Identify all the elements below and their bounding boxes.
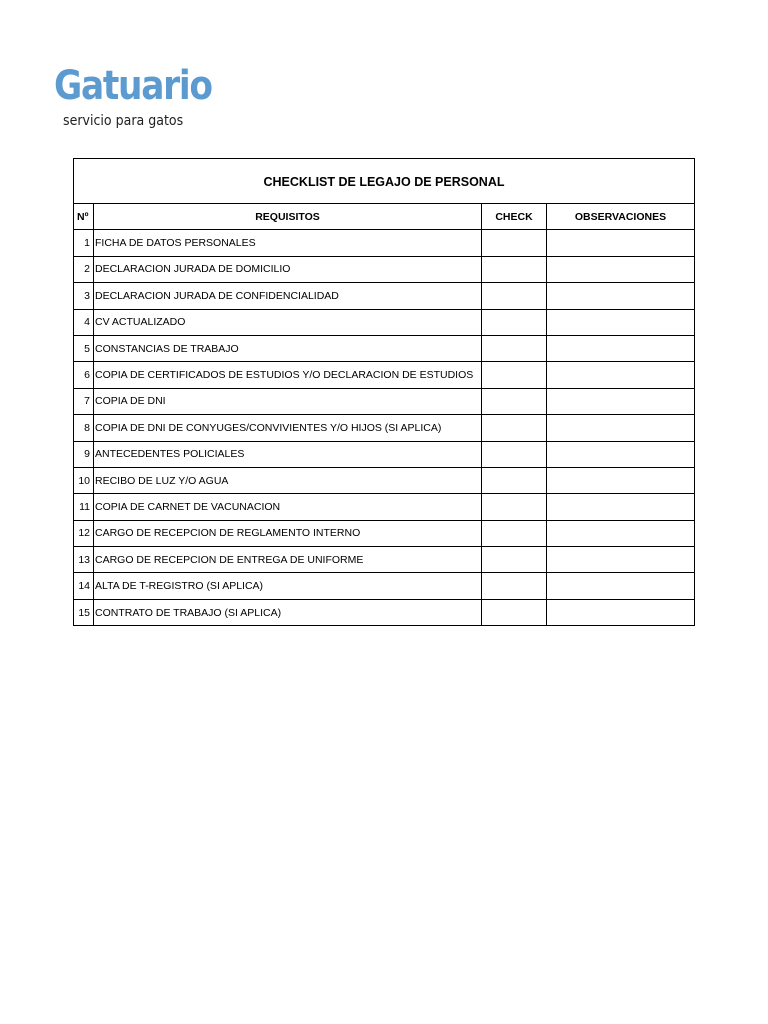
row-number: 11 [74, 494, 94, 520]
row-number: 1 [74, 230, 94, 256]
title-row [74, 159, 695, 204]
row-check-cell[interactable] [482, 256, 547, 282]
row-observaciones-cell[interactable] [547, 573, 695, 599]
row-check-cell[interactable] [482, 441, 547, 467]
row-number: 9 [74, 441, 94, 467]
brand-name: Gatuario [54, 63, 212, 109]
row-observaciones-cell[interactable] [547, 547, 695, 573]
row-requisito: FICHA DE DATOS PERSONALES [94, 230, 482, 256]
table-row [74, 230, 695, 256]
row-requisito: CONTRATO DE TRABAJO (SI APLICA) [94, 599, 482, 625]
row-observaciones-cell[interactable] [547, 388, 695, 414]
column-header-observaciones: OBSERVACIONES [547, 204, 695, 230]
row-check-cell[interactable] [482, 335, 547, 361]
row-check-cell[interactable] [482, 283, 547, 309]
row-number: 13 [74, 547, 94, 573]
row-observaciones-cell[interactable] [547, 256, 695, 282]
row-number: 4 [74, 309, 94, 335]
row-check-cell[interactable] [482, 573, 547, 599]
row-requisito: CONSTANCIAS DE TRABAJO [94, 335, 482, 361]
row-requisito: COPIA DE CERTIFICADOS DE ESTUDIOS Y/O DECLARACION DE ESTUDIOS [94, 362, 482, 388]
table-row [74, 599, 695, 625]
row-observaciones-cell[interactable] [547, 362, 695, 388]
header-row [74, 204, 695, 230]
table-row [74, 256, 695, 282]
row-requisito: COPIA DE DNI DE CONYUGES/CONVIVIENTES Y/O HIJOS (SI APLICA) [94, 415, 482, 441]
row-check-cell[interactable] [482, 494, 547, 520]
row-number: 10 [74, 467, 94, 493]
row-check-cell[interactable] [482, 467, 547, 493]
table-row [74, 309, 695, 335]
row-observaciones-cell[interactable] [547, 494, 695, 520]
row-number: 5 [74, 335, 94, 361]
table-row [74, 467, 695, 493]
row-number: 14 [74, 573, 94, 599]
table-row [74, 573, 695, 599]
row-observaciones-cell[interactable] [547, 520, 695, 546]
row-requisito: DECLARACION JURADA DE CONFIDENCIALIDAD [94, 283, 482, 309]
table-row [74, 547, 695, 573]
table-row [74, 520, 695, 546]
row-number: 6 [74, 362, 94, 388]
row-requisito: ALTA DE T-REGISTRO (SI APLICA) [94, 573, 482, 599]
table-row [74, 441, 695, 467]
row-check-cell[interactable] [482, 547, 547, 573]
row-check-cell[interactable] [482, 230, 547, 256]
row-requisito: DECLARACION JURADA DE DOMICILIO [94, 256, 482, 282]
row-requisito: CARGO DE RECEPCION DE ENTREGA DE UNIFORME [94, 547, 482, 573]
row-check-cell[interactable] [482, 362, 547, 388]
row-requisito: COPIA DE CARNET DE VACUNACION [94, 494, 482, 520]
column-header-check: CHECK [482, 204, 547, 230]
row-observaciones-cell[interactable] [547, 467, 695, 493]
row-number: 2 [74, 256, 94, 282]
row-check-cell[interactable] [482, 520, 547, 546]
row-observaciones-cell[interactable] [547, 283, 695, 309]
row-check-cell[interactable] [482, 388, 547, 414]
table-row [74, 415, 695, 441]
row-requisito: RECIBO DE LUZ Y/O AGUA [94, 467, 482, 493]
table-row [74, 388, 695, 414]
row-number: 8 [74, 415, 94, 441]
checklist-table [73, 158, 695, 626]
row-number: 3 [74, 283, 94, 309]
checklist-title: CHECKLIST DE LEGAJO DE PERSONAL [74, 159, 695, 204]
table-row [74, 494, 695, 520]
brand-logo [54, 62, 212, 134]
row-number: 12 [74, 520, 94, 546]
row-observaciones-cell[interactable] [547, 441, 695, 467]
brand-tagline: servicio para gatos [63, 113, 184, 129]
column-header-num: Nº [74, 204, 94, 230]
row-observaciones-cell[interactable] [547, 599, 695, 625]
row-observaciones-cell[interactable] [547, 309, 695, 335]
row-check-cell[interactable] [482, 599, 547, 625]
row-observaciones-cell[interactable] [547, 335, 695, 361]
row-requisito: CV ACTUALIZADO [94, 309, 482, 335]
table-row [74, 335, 695, 361]
row-observaciones-cell[interactable] [547, 230, 695, 256]
row-observaciones-cell[interactable] [547, 415, 695, 441]
row-number: 15 [74, 599, 94, 625]
row-number: 7 [74, 388, 94, 414]
row-requisito: CARGO DE RECEPCION DE REGLAMENTO INTERNO [94, 520, 482, 546]
column-header-requisitos: REQUISITOS [94, 204, 482, 230]
table-row [74, 362, 695, 388]
row-requisito: COPIA DE DNI [94, 388, 482, 414]
row-check-cell[interactable] [482, 309, 547, 335]
row-requisito: ANTECEDENTES POLICIALES [94, 441, 482, 467]
row-check-cell[interactable] [482, 415, 547, 441]
table-row [74, 283, 695, 309]
